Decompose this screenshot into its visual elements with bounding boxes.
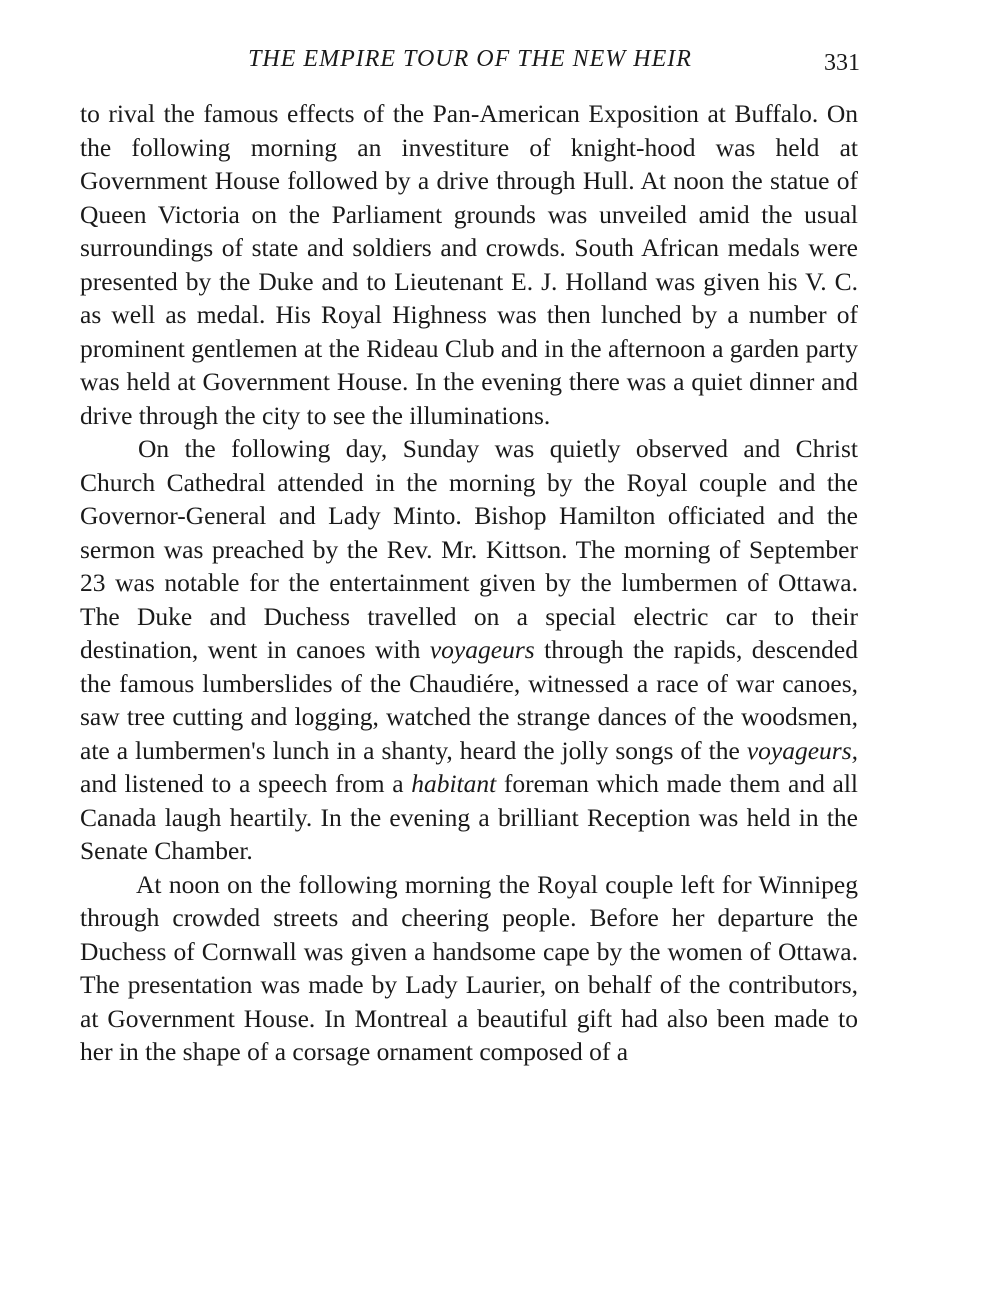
paragraph-2-text-a: On the following day, Sunday was quietly observed and Christ Church Cathedral attended in the morning by the Royal couple and the Governor-General and Lady Minto. Bishop Hamilton officiated and the sermon was preached by the Rev. Mr. Kittson. The morning of September 23 was notable for the entertainment given by the lumbermen of Ottawa. The Duke and Duchess travelled on a special electric car to their destination, went in canoes with xyxy=(80,434,858,664)
paragraph-2-text-c: and listened to a speech from a xyxy=(80,769,412,798)
paragraph-2-text-b: through the rapids, descended the famous lumberslides of the Chaudiére, witnessed a race of war canoes, saw tree cutting and logging, watched the strange dances of the woodsmen, ate a lumbermen's lunch in a shanty, heard the jolly songs of the xyxy=(80,635,859,765)
italic-habitant: habitant xyxy=(411,769,497,798)
page-number: 331 xyxy=(824,50,860,76)
paragraph-2-text-d: foreman which made them and all Canada laugh heartily. In the evening a brilliant Reception was held in the Senate Chamber. xyxy=(80,769,858,865)
running-head xyxy=(80,44,860,78)
paragraph-1-text: to rival the famous effects of the Pan-American Exposition at Buffalo. On the following morning an investiture of knight-hood was held at Government House followed by a drive through Hull. At noon the statue of Queen Victoria on the Parliament grounds was unveiled amid the usual surroundings of state and soldiers and crowds. South African medals were presented by the Duke and to Lieutenant E. J. Holland was given his V. C. as well as medal. His Royal Highness was then lunched by a number of prominent gentlemen at the Rideau Club and in the afternoon a garden party was held at Government House. In the evening there was a quiet dinner and drive through the city to see the illuminations. xyxy=(80,99,858,430)
italic-voyageurs-2: voyageurs, xyxy=(746,735,858,765)
paragraph-3-text: At noon on the following morning the Royal couple left for Winnipeg through crowded streets and cheering people. Before her departure the Duchess of Cornwall was given a handsome cape by the women of Ottawa. The presentation was made by Lady Laurier, on behalf of the contributors, at Government House. In Montreal a beautiful gift had also been made to her in the shape of a corsage ornament composed of a xyxy=(80,869,858,1066)
body-text xyxy=(80,97,858,1069)
italic-voyageurs: voyageurs xyxy=(429,635,535,664)
running-title: THE EMPIRE TOUR OF THE NEW HEIR xyxy=(248,46,692,72)
paragraph-3 xyxy=(80,868,858,1069)
paragraph-1 xyxy=(80,97,858,432)
paragraph-2 xyxy=(80,432,858,868)
